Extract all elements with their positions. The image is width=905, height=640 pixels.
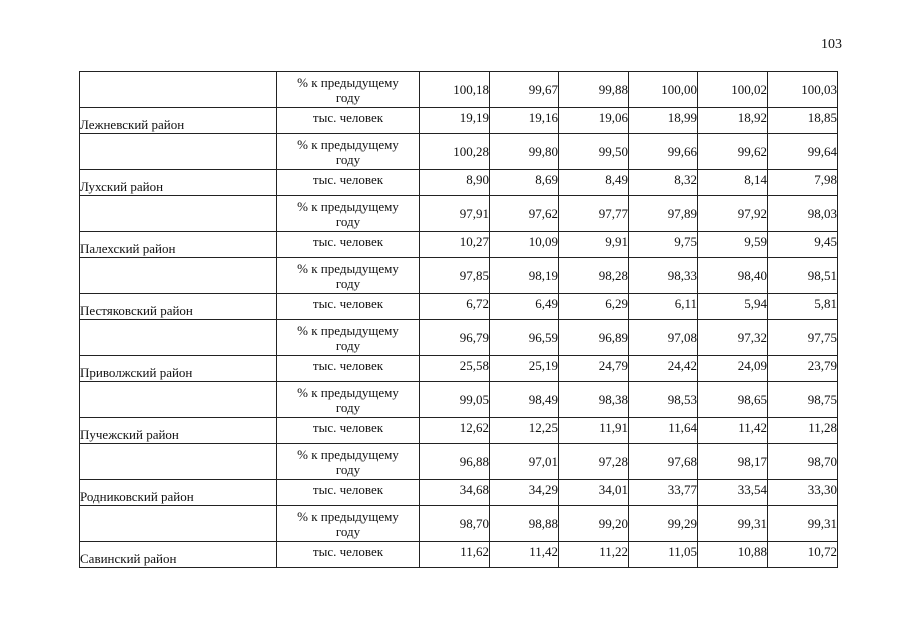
table-row (80, 72, 838, 108)
value-cell: 99,31 (698, 506, 768, 542)
unit-cell: тыс. человек (277, 294, 420, 320)
unit-cell: тыс. человек (277, 170, 420, 196)
unit-cell (277, 72, 420, 108)
value-cell: 11,28 (768, 418, 838, 444)
value-cell: 100,28 (420, 134, 490, 170)
table-row (80, 356, 838, 382)
district-name-cell: Лухский район (80, 170, 277, 196)
value-cell: 100,00 (629, 72, 698, 108)
value-cell: 12,25 (490, 418, 559, 444)
value-cell: 100,03 (768, 72, 838, 108)
unit-cell (277, 134, 420, 170)
unit-cell (277, 506, 420, 542)
value-cell: 8,14 (698, 170, 768, 196)
unit-cell: тыс. человек (277, 356, 420, 382)
unit-label-line2: году (335, 275, 361, 291)
value-cell: 5,81 (768, 294, 838, 320)
value-cell: 97,68 (629, 444, 698, 480)
unit-label-line2: году (335, 461, 361, 477)
value-cell: 97,28 (559, 444, 629, 480)
value-cell: 99,66 (629, 134, 698, 170)
value-cell: 6,11 (629, 294, 698, 320)
value-cell: 10,72 (768, 542, 838, 568)
value-cell: 97,92 (698, 196, 768, 232)
value-cell: 25,19 (490, 356, 559, 382)
district-name-cell: Лежневский район (80, 108, 277, 134)
value-cell: 12,62 (420, 418, 490, 444)
value-cell: 33,30 (768, 480, 838, 506)
unit-cell (277, 258, 420, 294)
unit-label-line1: % к предыдущему (297, 384, 399, 400)
value-cell: 19,16 (490, 108, 559, 134)
district-name-cell: Пучежский район (80, 418, 277, 444)
value-cell: 11,64 (629, 418, 698, 444)
table-row (80, 382, 838, 418)
unit-label-line2: году (335, 523, 361, 539)
value-cell: 97,91 (420, 196, 490, 232)
unit-cell: тыс. человек (277, 480, 420, 506)
value-cell: 11,42 (490, 542, 559, 568)
value-cell: 9,75 (629, 232, 698, 258)
value-cell: 98,49 (490, 382, 559, 418)
value-cell: 98,19 (490, 258, 559, 294)
unit-cell (277, 444, 420, 480)
value-cell: 97,77 (559, 196, 629, 232)
district-name-cell (80, 382, 277, 418)
value-cell: 5,94 (698, 294, 768, 320)
unit-cell (277, 382, 420, 418)
value-cell: 100,02 (698, 72, 768, 108)
value-cell: 6,49 (490, 294, 559, 320)
district-name-cell: Родниковский район (80, 480, 277, 506)
table-row (80, 258, 838, 294)
value-cell: 9,91 (559, 232, 629, 258)
value-cell: 11,05 (629, 542, 698, 568)
value-cell: 33,54 (698, 480, 768, 506)
district-name-cell (80, 72, 277, 108)
value-cell: 98,38 (559, 382, 629, 418)
district-name-cell: Савинский район (80, 542, 277, 568)
value-cell: 6,29 (559, 294, 629, 320)
table-row (80, 542, 838, 568)
value-cell: 99,31 (768, 506, 838, 542)
value-cell: 98,70 (768, 444, 838, 480)
value-cell: 7,98 (768, 170, 838, 196)
value-cell: 8,49 (559, 170, 629, 196)
value-cell: 9,59 (698, 232, 768, 258)
district-name-cell: Приволжский район (80, 356, 277, 382)
value-cell: 96,89 (559, 320, 629, 356)
value-cell: 98,70 (420, 506, 490, 542)
value-cell: 98,53 (629, 382, 698, 418)
unit-label-line1: % к предыдущему (297, 446, 399, 462)
table-row (80, 108, 838, 134)
value-cell: 97,89 (629, 196, 698, 232)
value-cell: 97,08 (629, 320, 698, 356)
unit-label-line2: году (335, 399, 361, 415)
value-cell: 24,42 (629, 356, 698, 382)
district-name-cell (80, 320, 277, 356)
value-cell: 98,28 (559, 258, 629, 294)
value-cell: 11,62 (420, 542, 490, 568)
unit-cell: тыс. человек (277, 418, 420, 444)
table-row (80, 444, 838, 480)
value-cell: 18,85 (768, 108, 838, 134)
value-cell: 96,88 (420, 444, 490, 480)
population-table (79, 71, 838, 568)
district-name-cell: Пестяковский район (80, 294, 277, 320)
table-row (80, 232, 838, 258)
unit-label-line1: % к предыдущему (297, 74, 399, 90)
value-cell: 23,79 (768, 356, 838, 382)
value-cell: 98,51 (768, 258, 838, 294)
unit-label-line2: году (335, 337, 361, 353)
value-cell: 33,77 (629, 480, 698, 506)
value-cell: 8,69 (490, 170, 559, 196)
table-row (80, 196, 838, 232)
value-cell: 97,75 (768, 320, 838, 356)
value-cell: 98,40 (698, 258, 768, 294)
page-number: 103 (821, 37, 842, 52)
unit-label-line2: году (335, 213, 361, 229)
value-cell: 99,50 (559, 134, 629, 170)
district-name-cell (80, 258, 277, 294)
district-name-cell (80, 506, 277, 542)
value-cell: 11,22 (559, 542, 629, 568)
value-cell: 24,79 (559, 356, 629, 382)
value-cell: 97,01 (490, 444, 559, 480)
value-cell: 97,62 (490, 196, 559, 232)
value-cell: 25,58 (420, 356, 490, 382)
value-cell: 10,27 (420, 232, 490, 258)
value-cell: 100,18 (420, 72, 490, 108)
district-name-cell: Палехский район (80, 232, 277, 258)
table-body (80, 72, 838, 568)
table-row (80, 320, 838, 356)
district-name-cell (80, 196, 277, 232)
unit-label-line2: году (335, 151, 361, 167)
unit-label-line1: % к предыдущему (297, 260, 399, 276)
value-cell: 24,09 (698, 356, 768, 382)
value-cell: 98,65 (698, 382, 768, 418)
value-cell: 34,01 (559, 480, 629, 506)
district-name-cell (80, 444, 277, 480)
value-cell: 98,33 (629, 258, 698, 294)
value-cell: 99,64 (768, 134, 838, 170)
unit-label-line1: % к предыдущему (297, 508, 399, 524)
value-cell: 98,17 (698, 444, 768, 480)
value-cell: 99,62 (698, 134, 768, 170)
value-cell: 34,68 (420, 480, 490, 506)
value-cell: 8,90 (420, 170, 490, 196)
value-cell: 97,85 (420, 258, 490, 294)
value-cell: 96,59 (490, 320, 559, 356)
value-cell: 99,20 (559, 506, 629, 542)
unit-label-line1: % к предыдущему (297, 322, 399, 338)
table-row (80, 170, 838, 196)
table-row (80, 418, 838, 444)
table-row (80, 134, 838, 170)
value-cell: 98,88 (490, 506, 559, 542)
unit-cell: тыс. человек (277, 542, 420, 568)
table-row (80, 294, 838, 320)
unit-label-line1: % к предыдущему (297, 136, 399, 152)
value-cell: 6,72 (420, 294, 490, 320)
value-cell: 19,06 (559, 108, 629, 134)
value-cell: 9,45 (768, 232, 838, 258)
value-cell: 96,79 (420, 320, 490, 356)
value-cell: 97,32 (698, 320, 768, 356)
value-cell: 18,92 (698, 108, 768, 134)
value-cell: 10,09 (490, 232, 559, 258)
table-row (80, 480, 838, 506)
value-cell: 99,29 (629, 506, 698, 542)
value-cell: 99,80 (490, 134, 559, 170)
value-cell: 98,75 (768, 382, 838, 418)
value-cell: 34,29 (490, 480, 559, 506)
unit-cell (277, 196, 420, 232)
unit-cell (277, 320, 420, 356)
value-cell: 11,91 (559, 418, 629, 444)
value-cell: 19,19 (420, 108, 490, 134)
value-cell: 98,03 (768, 196, 838, 232)
value-cell: 99,67 (490, 72, 559, 108)
district-name-cell (80, 134, 277, 170)
value-cell: 8,32 (629, 170, 698, 196)
table-row (80, 506, 838, 542)
value-cell: 10,88 (698, 542, 768, 568)
value-cell: 99,05 (420, 382, 490, 418)
value-cell: 99,88 (559, 72, 629, 108)
unit-label-line2: году (335, 89, 361, 105)
unit-cell: тыс. человек (277, 108, 420, 134)
value-cell: 18,99 (629, 108, 698, 134)
unit-cell: тыс. человек (277, 232, 420, 258)
unit-label-line1: % к предыдущему (297, 198, 399, 214)
value-cell: 11,42 (698, 418, 768, 444)
